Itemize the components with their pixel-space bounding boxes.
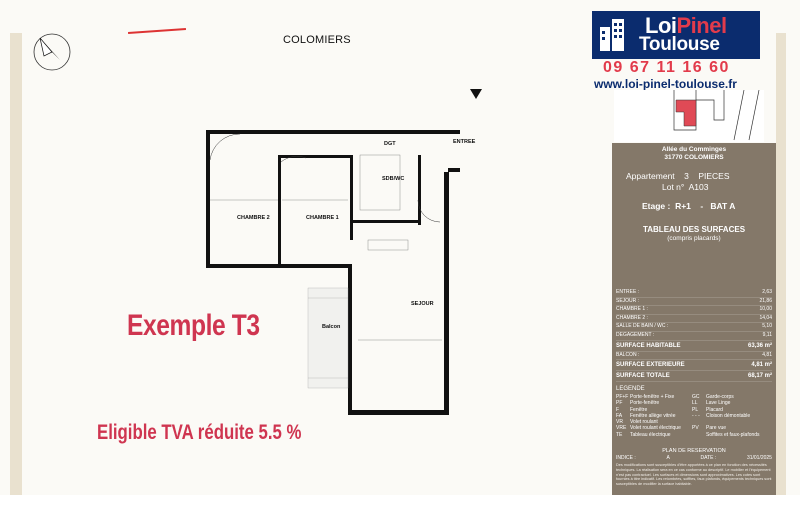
room-label-sdb: SDB/WC — [382, 176, 405, 182]
legend-row: FA Fenêtre allège vitrée - - - Cloison démontable — [616, 412, 751, 419]
etage-value: R+1 — [675, 201, 691, 211]
tva-overlay: Eligible TVA réduite 5.5 % — [97, 421, 302, 444]
surface-row: SALLE DE BAIN / WC : 5,10 — [616, 323, 772, 332]
lot-line — [662, 182, 708, 192]
entrance-arrow-icon — [470, 89, 482, 99]
phone-number[interactable]: 09 67 11 16 60 — [603, 59, 730, 76]
exemple-t3-overlay: Exemple T3 — [127, 309, 260, 342]
room-label-chambre2: CHAMBRE 2 — [237, 215, 270, 221]
logo-city: Toulouse — [639, 34, 720, 55]
etage-line — [642, 201, 735, 211]
address-block — [612, 146, 776, 162]
plan-resa-row — [616, 455, 772, 461]
room-label-balcon: Balcon — [322, 324, 341, 330]
room-label-chambre1: CHAMBRE 1 — [306, 215, 339, 221]
bottom-margin — [0, 495, 800, 529]
tableau-subtitle: (compris placards) — [667, 235, 721, 242]
pieces-label: PIECES — [698, 171, 730, 181]
room-label-dgt: DGT — [384, 141, 396, 147]
address-line1: Allée du Comminges — [661, 146, 727, 153]
legend-row: VR Volet roulant — [616, 419, 658, 426]
total-row: SURFACE EXTERIEURE 4,81 m² — [616, 360, 772, 371]
building-location-map — [614, 90, 764, 142]
room-label-sejour: SEJOUR — [411, 301, 434, 307]
legend-row: F Fenêtre PL Placard — [616, 406, 723, 413]
surface-row: CHAMBRE 2 : 14,04 — [616, 315, 772, 324]
building-icon — [598, 17, 628, 53]
info-panel — [612, 143, 776, 495]
total-row: SURFACE TOTALE 68,17 m² — [616, 371, 772, 382]
legend-row: VRE Volet roulant électrique PV Pare vue — [616, 425, 727, 432]
surface-row: DEGAGEMENT : 9,11 — [616, 332, 772, 341]
legend-row: TE Tableau électrique Soffites et faux-plafonds — [616, 431, 760, 438]
surface-row: SEJOUR : 21,86 — [616, 298, 772, 307]
logo-loi: Loi — [645, 13, 677, 38]
surface-row: ENTREE : 2,63 — [616, 289, 772, 298]
indice-label: INDICE : — [616, 455, 636, 461]
legend-table — [616, 394, 772, 438]
lot-value: A103 — [688, 182, 709, 192]
frame-right — [776, 33, 786, 495]
plan-city-title: COLOMIERS — [283, 34, 351, 46]
legend-title: LEGENDE — [616, 386, 645, 392]
room-label-entree: ENTREE — [453, 139, 476, 145]
etage-separator: - — [700, 201, 704, 211]
appartement-label: Appartement — [626, 171, 675, 181]
legend-row: PF+F Porte-fenêtre + Fixe GC Garde-corps — [616, 394, 734, 400]
total-row: BALCON : 4,81 — [616, 352, 772, 361]
north-compass-icon — [30, 30, 74, 74]
date-value: 31/01/2025 — [746, 455, 772, 461]
plan-resa-title: PLAN DE RESERVATION — [662, 448, 726, 454]
address-line2: 31770 COLOMIERS — [664, 154, 724, 161]
batiment: BAT A — [710, 201, 736, 211]
surfaces-table — [616, 289, 772, 382]
surface-row: CHAMBRE 1 : 10,00 — [616, 306, 772, 315]
fine-print: Des modifications sont susceptibles d'être apportées à ce plan en fonction des nécessités techniques. La réalisation sera en ce cas conforme au descriptif. Le mobilier et l'équipement n'est pas contractuel. Les surfaces et dimensions sont approximatives. Les cotes sont fournies à titre indicatif. Les retombées, soffites, faux plafonds, équipements techniques sont susceptibles de modifier la surface habitable. — [616, 463, 772, 487]
floor-plan — [190, 100, 460, 420]
lot-label: Lot n° — [662, 182, 685, 192]
indice-value: A — [666, 455, 670, 461]
frame-left — [10, 33, 22, 495]
total-row: SURFACE HABITABLE 63,36 m² — [616, 341, 772, 352]
website-link[interactable]: www.loi-pinel-toulouse.fr — [594, 77, 737, 91]
legend-row: PF Porte-fenêtre LL Lave Linge — [616, 400, 731, 407]
date-label: DATE : — [700, 455, 717, 461]
tableau-title: TABLEAU DES SURFACES — [642, 225, 746, 234]
appartement-line — [626, 171, 730, 181]
appartement-pieces: 3 — [684, 171, 689, 181]
etage-label: Etage : — [642, 201, 671, 211]
logo-pinel: Pinel — [676, 13, 727, 38]
